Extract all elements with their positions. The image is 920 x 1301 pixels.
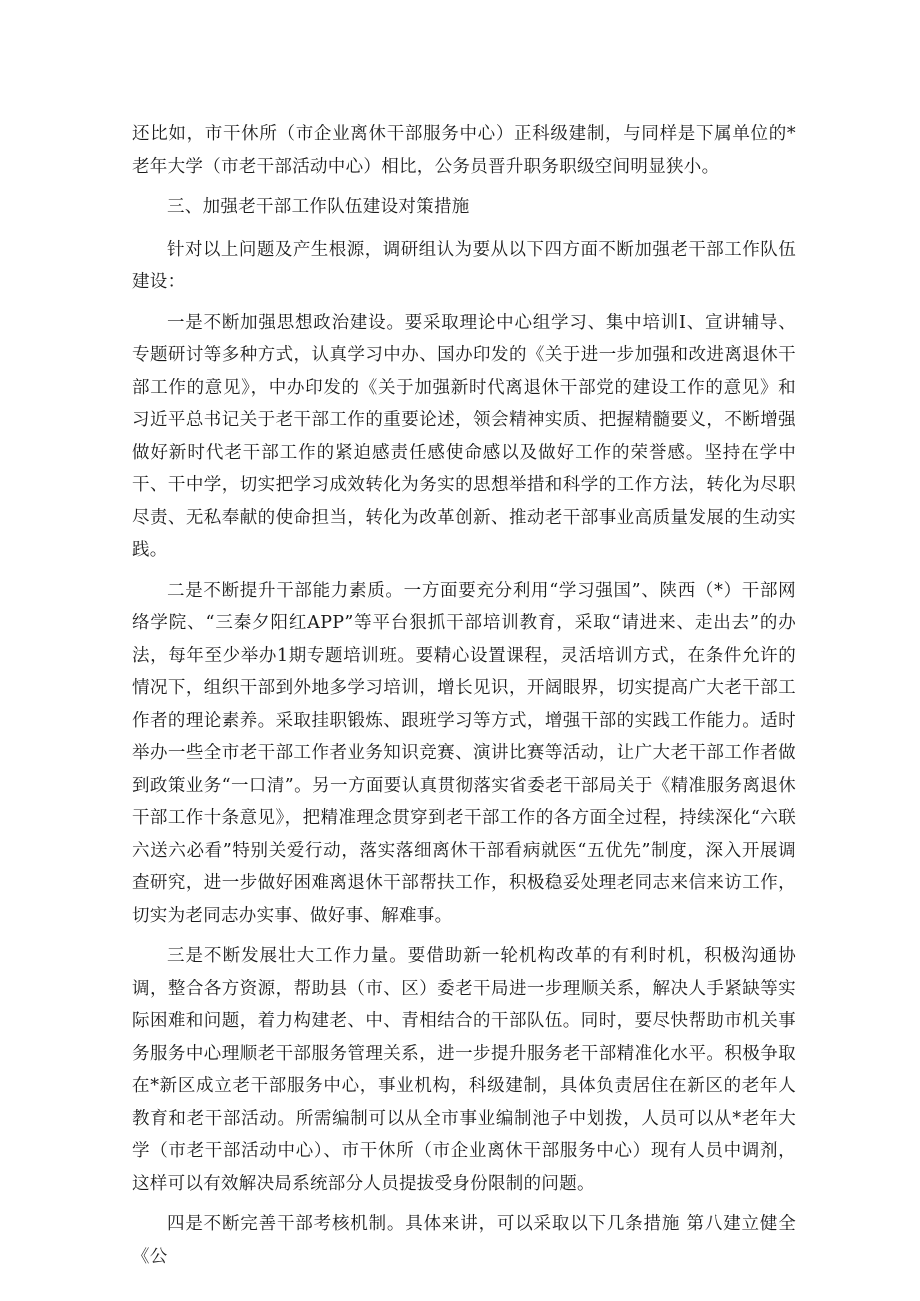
paragraph-measure-3: 三是不断发展壮大工作力量。要借助新一轮机构改革的有利时机，积极沟通协调，整合各方资源，帮助县（市、区）委老干局进一步理顺关系，解决人手紧缺等实际困难和问题，着力构建老、中、青相结合的干部队伍。同时，要尽快帮助市机关事务服务中心理顺老干部服务管理关系，进一步提升服务老干部精准化水平。积极争取在*新区成立老干部服务中心，事业机构，科级建制，具体负责居住在新区的老年人教育和老干部活动。所需编制可以从全市事业编制池子中划拨，人员可以从*老年大学（市老干部活动中心）、市干休所（市企业离休干部服务中心）现有人员中调剂，这样可以有效解决局系统部分人员提拔受身份限制的问题。 (132, 946, 796, 1194)
paragraph-intro: 针对以上问题及产生根源，调研组认为要从以下四方面不断加强老干部工作队伍建设： (132, 239, 796, 292)
section-heading: 三、加强老干部工作队伍建设对策措施 (167, 197, 470, 217)
paragraph-measure-2: 二是不断提升干部能力素质。一方面要充分利用“学习强国”、陕西（*）干部网络学院、“三秦夕阳红APP”等平台狠抓干部培训教育，采取“请进来、走出去”的办法，每年至少举办1期专题培训班。要精心设置课程，灵活培训方式，在条件允许的情况下，组织干部到外地多学习培训，增长见识，开阔眼界，切实提高广大老干部工作者的理论素养。采取挂职锻炼、跟班学习等方式，增强干部的实践工作能力。适时举办一些全市老干部工作者业务知识竞赛、演讲比赛等活动，让广大老干部工作者做到政策业务“一口清”。另一方面要认真贯彻落实省委老干部局关于《精准服务离退休干部工作十条意见》，把精准理念贯穿到老干部工作的各方面全过程，持续深化“六联六送六必看”特别关爱行动，落实落细离休干部看病就医“五优先”制度，深入开展调查研究，进一步做好困难离退休干部帮扶工作，积极稳妥处理老同志来信来访工作，切实为老同志办实事、做好事、解难事。 (132, 580, 796, 926)
document-body (132, 118, 796, 1281)
paragraph-measure-1: 一是不断加强思想政治建设。要采取理论中心组学习、集中培训I、宣讲辅导、专题研讨等多种方式，认真学习中办、国办印发的《关于进一步加强和改进离退休干部工作的意见》，中办印发的《关于加强新时代离退休干部党的建设工作的意见》和习近平总书记关于老干部工作的重要论述，领会精神实质、把握精髓要义，不断增强做好新时代老干部工作的紧迫感责任感使命感以及做好工作的荣誉感。坚持在学中干、干中学，切实把学习成效转化为务实的思想举措和科学的工作方法，转化为尽职尽责、无私奉献的使命担当，转化为改革创新、推动老干部事业高质量发展的生动实践。 (132, 312, 796, 560)
paragraph-continuation: 还比如，市干休所（市企业离休干部服务中心）正科级建制，与同样是下属单位的*老年大学（市老干部活动中心）相比，公务员晋升职务职级空间明显狭小。 (132, 124, 796, 177)
paragraph-measure-4: 四是不断完善干部考核机制。具体来讲，可以采取以下几条措施 第八建立健全《公 (132, 1214, 796, 1267)
